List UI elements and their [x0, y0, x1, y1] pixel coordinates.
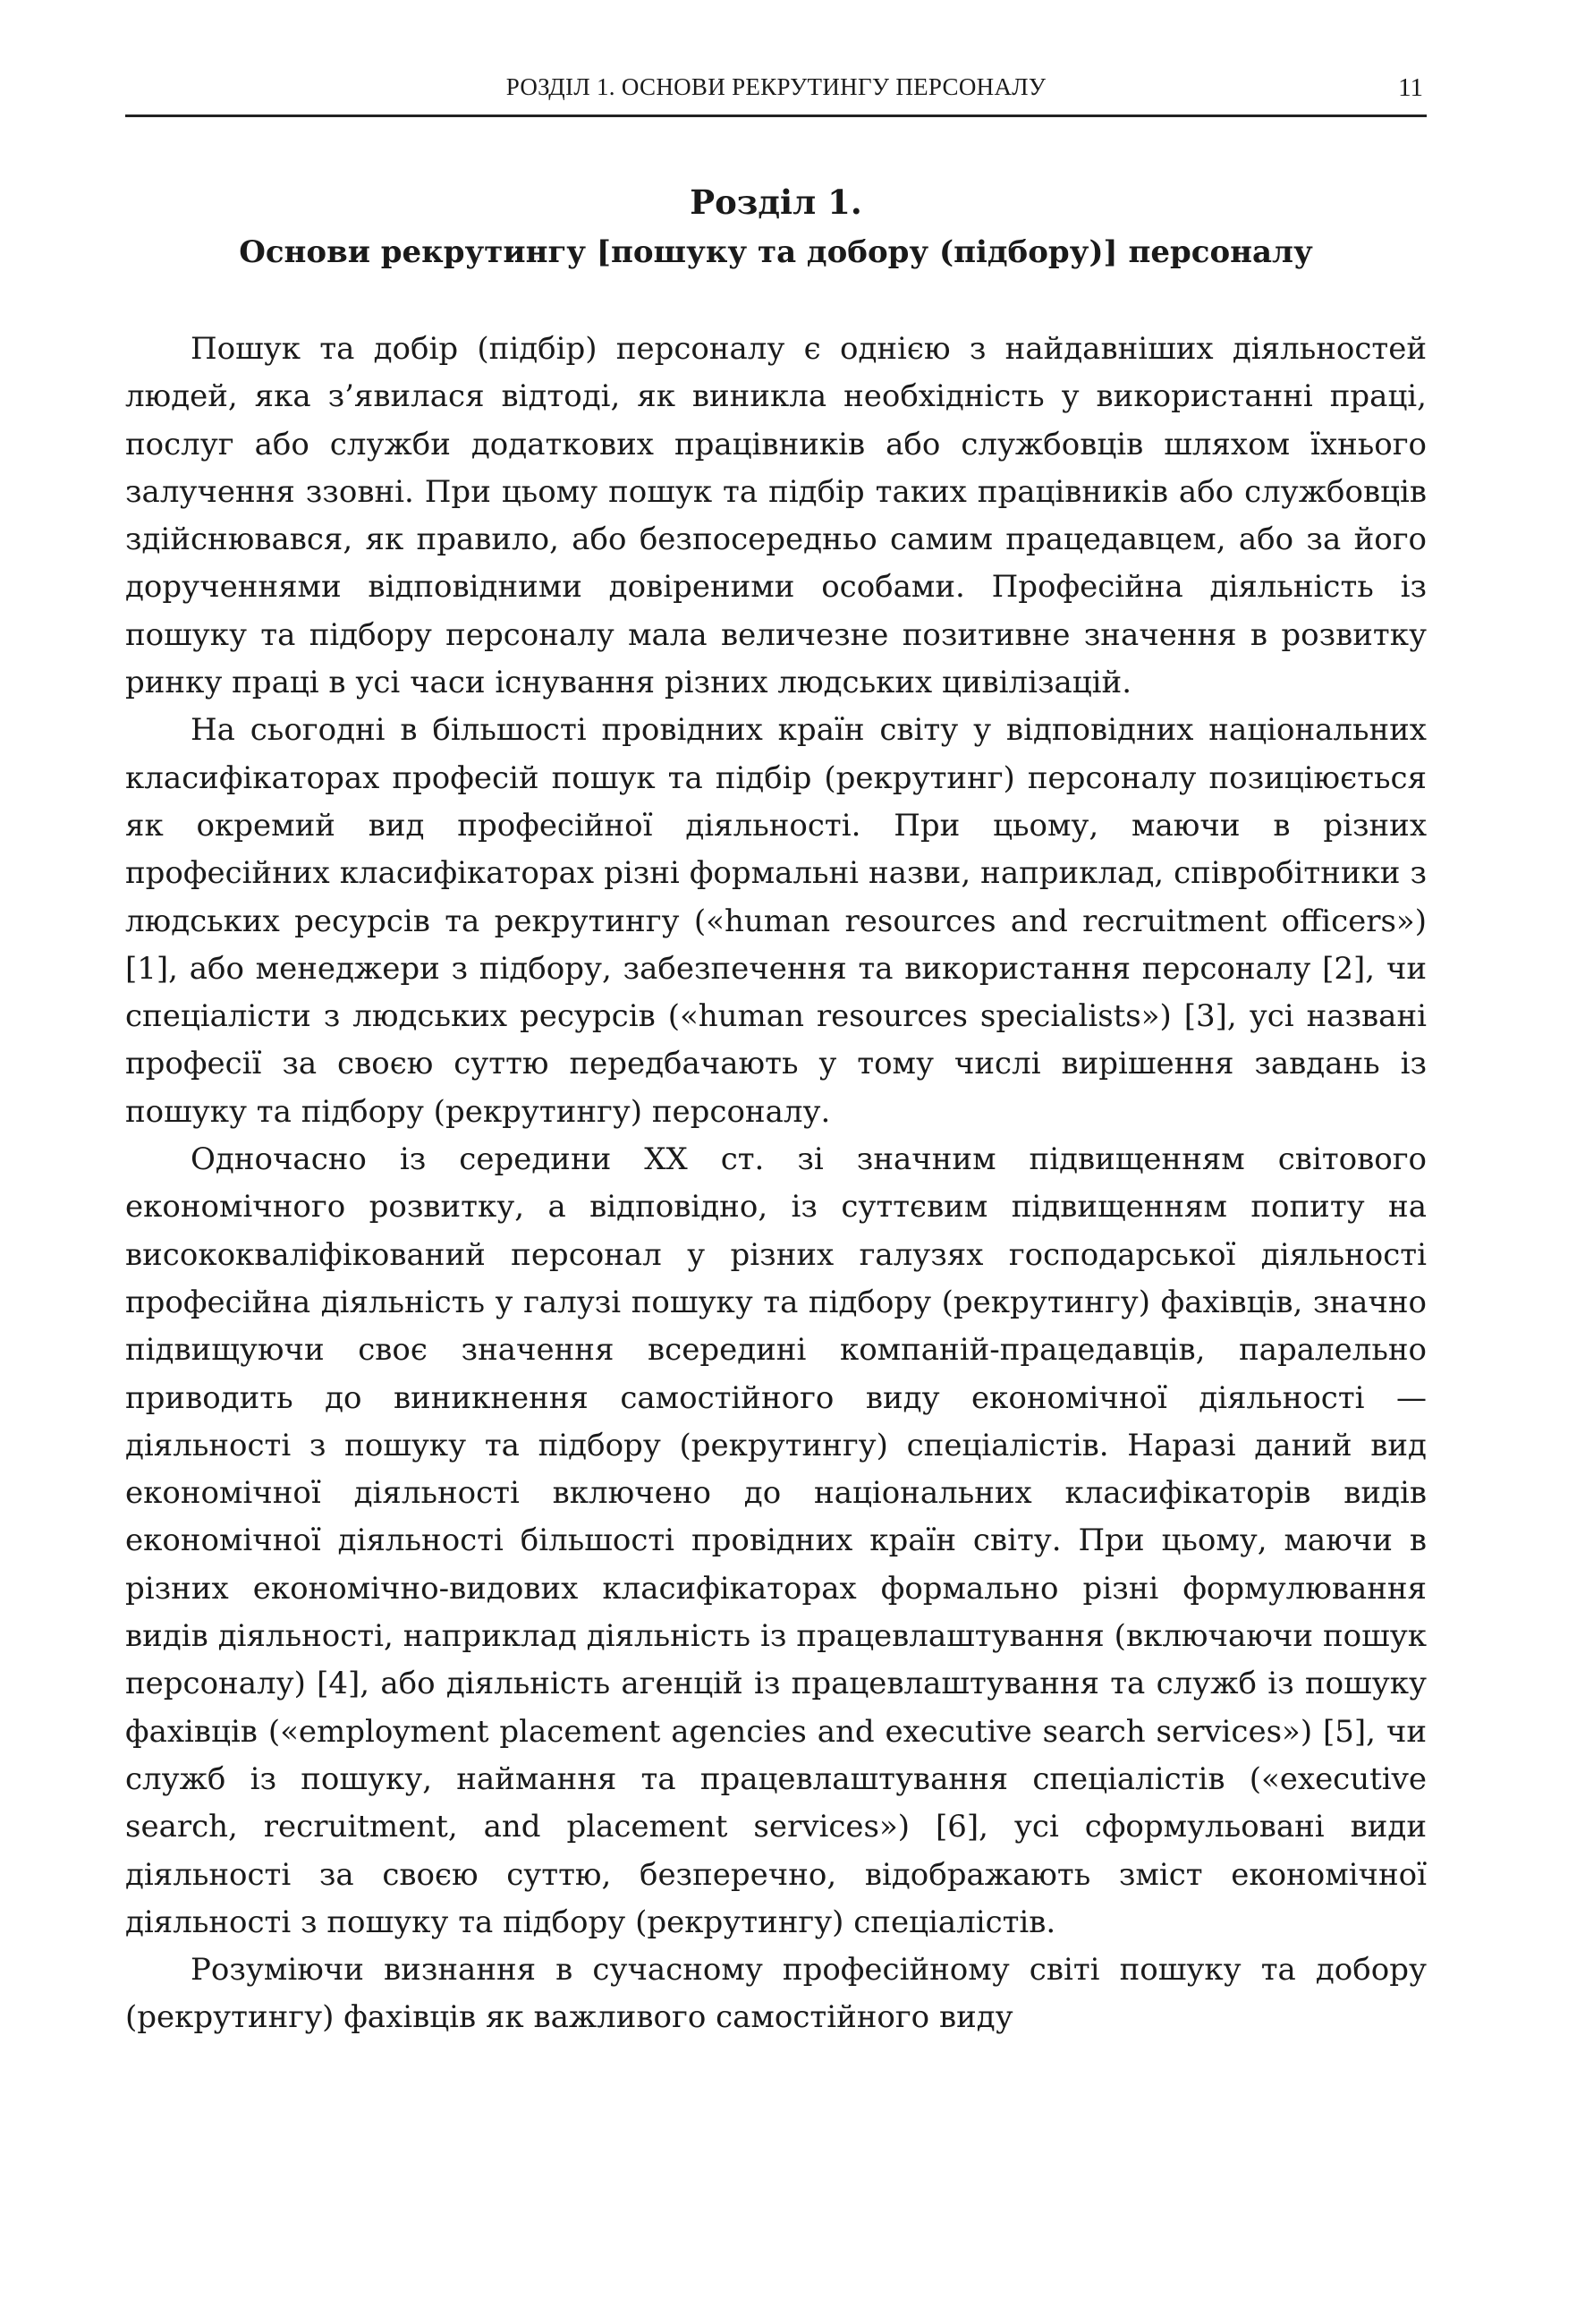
paragraph: Пошук та добір (підбір) персоналу є однією з найдавніших діяльностей людей, яка з’явилася відтоді, як виникла необхідність у використанні праці, послуг або служби додаткових працівників або службовців шляхом їхнього залучення ззовні. При цьому пошук та підбір таких працівників або службовців здійснювався, як правило, або безпосередньо самим працедавцем, або за його дорученнями відповідними довіреними особами. Професійна діяльність із пошуку та підбору персоналу мала величезне позитивне значення в розвитку ринку праці в усі часи існування різних людських цивілізацій. [125, 331, 1427, 701]
paragraph: На сьогодні в більшості провідних країн світу у відповідних національних класифікаторах професій пошук та підбір (рекрутинг) персоналу позиціюється як окремий вид професійної діяльності. При цьому, маючи в різних професійних класифікаторах різні формальні назви, наприклад, співробітники з людських ресурсів та рекрутингу («human resources and recruitment officers») [1], або менеджери з підбору, забезпечення та використання персоналу [2], чи спеціалісти з людських ресурсів («human resources specialists») [3], усі названі професії за своєю суттю передбачають у тому числі вирішення завдань із пошуку та підбору (рекрутингу) персоналу. [125, 712, 1427, 1130]
page-number: 11 [1398, 73, 1423, 102]
paragraph: Одночасно із середини XX ст. зі значним підвищенням світового економічного розвитку, а відповідно, із суттєвим підвищенням попиту на висококваліфікований персонал у різних галузях господарської діяльності професійна діяльність у галузі пошуку та підбору (рекрутингу) фахівців, значно підвищуючи своє значення всередині компаній-працедавців, паралельно приводить до виникнення самостійного виду економічної діяльності — діяльності з пошуку та підбору (рекрутингу) спеціалістів. Наразі даний вид економічної діяльності включено до національних класифікаторів видів економічної діяльності більшості провідних країн світу. При цьому, маючи в різних економічно-видових класифікаторах формально різні формулювання видів діяльності, наприклад діяльність із працевлаштування (включаючи пошук персоналу) [4], або діяльність агенцій із працевлаштування та служб із пошуку фахівців («employment placement agencies and executive search services») [5], чи служб із пошуку, наймання та працевлаштування спеціалістів («executive search, recruitment, and placement services») [6], усі сформульовані види діяльності за своєю суттю, безперечно, відображають зміст економічної діяльності з пошуку та підбору (рекрутингу) спеціалістів. [125, 1141, 1427, 1940]
body-text [125, 326, 1427, 2042]
paragraph: Розуміючи визнання в сучасному професійному світі пошуку та добору (рекрутингу) фахівців як важливого самостійного виду [125, 1952, 1427, 2036]
running-title: РОЗДІЛ 1. ОСНОВИ РЕКРУТИНГУ ПЕРСОНАЛУ [505, 73, 1047, 100]
chapter-title: Основи рекрутингу [пошуку та добору (підбору)] персоналу [239, 234, 1313, 270]
running-header [125, 72, 1427, 117]
chapter-heading [125, 177, 1427, 277]
chapter-number: Розділ 1. [690, 182, 862, 222]
